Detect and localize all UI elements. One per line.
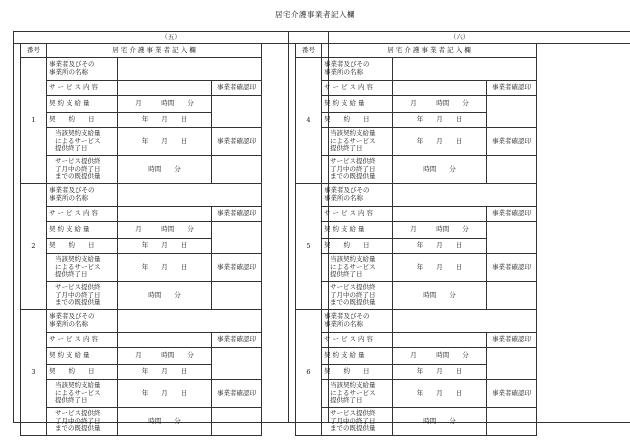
- table-row: [21, 58, 262, 81]
- label-line: 提供終了日: [330, 144, 363, 153]
- provider-name-field: [393, 184, 537, 207]
- column-header-entry: 居 宅 介 護 事 業 者 記 入 欄: [47, 44, 262, 58]
- provided-amount-label: [322, 408, 393, 436]
- label-line: 事業所の名称: [49, 68, 88, 76]
- table-row: [296, 408, 537, 436]
- header-row: [296, 44, 537, 58]
- form-panel-5: [13, 31, 329, 433]
- provider-confirm-seal-label: 事業者確認印: [487, 81, 537, 96]
- label-line: によるサービス: [330, 388, 376, 397]
- confirm-seal-area: [212, 222, 262, 254]
- table-row: [21, 156, 262, 184]
- record-number: 2: [21, 184, 47, 310]
- contract-amount-label: 契約支給量: [47, 222, 118, 239]
- label-line: によるサービス: [55, 136, 101, 145]
- contract-amount-value: 月 時間 分: [393, 96, 487, 113]
- table-row: [296, 96, 537, 113]
- provider-name-field: [118, 58, 262, 81]
- service-end-date-label: [322, 254, 393, 282]
- table-row: [296, 282, 537, 310]
- label-line: サービス提供終: [330, 282, 376, 291]
- column-header-number: 番号: [21, 44, 47, 58]
- provider-entry-table: [20, 43, 262, 436]
- contract-amount-value: 月 時間 分: [118, 96, 212, 113]
- label-line: によるサービス: [55, 262, 101, 271]
- confirm-seal-area: [487, 96, 537, 128]
- confirm-seal-area: [487, 282, 537, 310]
- contract-amount-label: 契約支給量: [47, 348, 118, 365]
- table-row: [21, 282, 262, 310]
- provided-amount-label: [47, 408, 118, 436]
- label-line: までの既提供量: [55, 424, 101, 433]
- label-line: 事業所の名称: [324, 68, 363, 76]
- service-end-date-label: [322, 128, 393, 156]
- form-panel-6: [288, 31, 630, 433]
- label-line: によるサービス: [330, 262, 376, 271]
- table-row: [21, 184, 262, 207]
- provider-entry-table: [295, 43, 537, 436]
- panel-number: （五）: [14, 32, 328, 44]
- confirm-seal-area: [212, 282, 262, 310]
- provided-amount-value: 時間 分: [118, 408, 212, 436]
- column-header-entry: 居 宅 介 護 事 業 者 記 入 欄: [322, 44, 537, 58]
- label-line: 了月中の終了日: [330, 416, 376, 425]
- label-line: 当該契約支給量: [55, 254, 101, 263]
- provider-name-field: [118, 184, 262, 207]
- contract-amount-value: 月 時間 分: [393, 348, 487, 365]
- contract-date-label: 契 約 日: [322, 239, 393, 254]
- table-row: [21, 310, 262, 333]
- provider-confirm-seal-label: 事業者確認印: [212, 81, 262, 96]
- page-title: 居宅介護事業者記入欄: [275, 10, 355, 19]
- label-line: までの既提供量: [330, 298, 376, 307]
- label-line: 提供終了日: [330, 270, 363, 279]
- provider-name-label: [322, 184, 393, 207]
- table-row: [296, 348, 537, 365]
- table-row: [296, 380, 537, 408]
- confirm-seal-area: [212, 156, 262, 184]
- label-line: 提供終了日: [330, 396, 363, 405]
- label-line: 了月中の終了日: [330, 290, 376, 299]
- confirm-seal-area: [212, 96, 262, 128]
- label-line: 事業者及びその: [324, 312, 370, 321]
- table-row: [296, 58, 537, 81]
- contract-amount-label: 契約支給量: [47, 96, 118, 113]
- contract-amount-value: 月 時間 分: [393, 222, 487, 239]
- service-end-date-label: [47, 128, 118, 156]
- service-end-date-value: 年 月 日: [393, 254, 487, 282]
- service-end-date-value: 年 月 日: [393, 128, 487, 156]
- contract-date-label: 契 約 日: [47, 113, 118, 128]
- service-end-date-value: 年 月 日: [393, 380, 487, 408]
- provider-confirm-seal-label: 事業者確認印: [487, 128, 537, 156]
- service-end-date-label: [47, 254, 118, 282]
- confirm-seal-area: [487, 408, 537, 436]
- provider-name-field: [118, 310, 262, 333]
- provider-name-label: [322, 58, 393, 81]
- contract-date-label: 契 約 日: [47, 239, 118, 254]
- label-line: によるサービス: [330, 136, 376, 145]
- column-header-number: 番号: [296, 44, 322, 58]
- label-line: サービス提供終: [55, 408, 101, 417]
- table-row: [21, 81, 262, 96]
- label-line: によるサービス: [55, 388, 101, 397]
- label-line: サービス提供終: [55, 282, 101, 291]
- provider-confirm-seal-label: 事業者確認印: [487, 254, 537, 282]
- service-content-field: [393, 207, 487, 222]
- confirm-seal-area: [487, 222, 537, 254]
- provider-name-field: [393, 58, 537, 81]
- provided-amount-value: 時間 分: [393, 282, 487, 310]
- service-end-date-value: 年 月 日: [118, 254, 212, 282]
- table-row: [21, 222, 262, 239]
- contract-amount-label: 契約支給量: [322, 348, 393, 365]
- label-line: サービス提供終: [330, 408, 376, 417]
- label-line: 事業者及びその: [324, 186, 370, 195]
- contract-amount-label: 契約支給量: [322, 222, 393, 239]
- label-line: 事業者及びその: [49, 186, 95, 195]
- confirm-seal-area: [212, 408, 262, 436]
- provider-confirm-seal-label: 事業者確認印: [212, 333, 262, 348]
- provider-name-field: [393, 310, 537, 333]
- service-end-date-value: 年 月 日: [118, 380, 212, 408]
- service-content-label: サービス内容: [322, 81, 393, 96]
- provider-name-label: [47, 184, 118, 207]
- label-line: までの既提供量: [55, 298, 101, 307]
- service-content-field: [118, 81, 212, 96]
- provider-confirm-seal-label: 事業者確認印: [212, 380, 262, 408]
- provided-amount-label: [47, 156, 118, 184]
- provider-confirm-seal-label: 事業者確認印: [487, 380, 537, 408]
- provided-amount-value: 時間 分: [118, 282, 212, 310]
- provider-name-label: [47, 310, 118, 333]
- table-row: [21, 128, 262, 156]
- table-row: [296, 207, 537, 222]
- contract-amount-label: 契約支給量: [322, 96, 393, 113]
- label-line: 提供終了日: [55, 270, 88, 279]
- label-line: 事業所の名称: [324, 194, 363, 202]
- table-row: [296, 310, 537, 333]
- table-row: [21, 333, 262, 348]
- label-line: 当該契約支給量: [330, 254, 376, 263]
- label-line: 事業所の名称: [49, 320, 88, 328]
- label-line: 当該契約支給量: [330, 128, 376, 137]
- label-line: 当該契約支給量: [55, 128, 101, 137]
- provider-confirm-seal-label: 事業者確認印: [487, 333, 537, 348]
- confirm-seal-area: [487, 348, 537, 380]
- label-line: 了月中の終了日: [55, 416, 101, 425]
- table-row: [21, 96, 262, 113]
- label-line: 了月中の終了日: [55, 290, 101, 299]
- label-line: サービス提供終: [330, 156, 376, 165]
- contract-date-label: 契 約 日: [322, 113, 393, 128]
- table-row: [21, 348, 262, 365]
- label-line: までの既提供量: [330, 172, 376, 181]
- service-content-label: サービス内容: [322, 207, 393, 222]
- table-row: [296, 81, 537, 96]
- provided-amount-value: 時間 分: [118, 156, 212, 184]
- confirm-seal-area: [487, 156, 537, 184]
- service-end-date-label: [322, 380, 393, 408]
- label-line: 当該契約支給量: [330, 380, 376, 389]
- contract-date-value: 年 月 日: [118, 365, 212, 380]
- service-content-label: サービス内容: [47, 81, 118, 96]
- label-line: までの既提供量: [55, 172, 101, 181]
- provider-confirm-seal-label: 事業者確認印: [212, 254, 262, 282]
- contract-date-label: 契 約 日: [47, 365, 118, 380]
- provider-name-label: [47, 58, 118, 81]
- record-number: 3: [21, 310, 47, 436]
- label-line: 事業所の名称: [49, 194, 88, 202]
- label-line: 提供終了日: [55, 144, 88, 153]
- table-row: [296, 128, 537, 156]
- table-row: [296, 254, 537, 282]
- table-row: [21, 380, 262, 408]
- provided-amount-label: [322, 282, 393, 310]
- label-line: までの既提供量: [330, 424, 376, 433]
- provider-name-label: [322, 310, 393, 333]
- provided-amount-value: 時間 分: [393, 408, 487, 436]
- contract-date-value: 年 月 日: [393, 365, 487, 380]
- contract-date-value: 年 月 日: [393, 113, 487, 128]
- label-line: 事業者及びその: [49, 312, 95, 321]
- panel-number: （六）: [289, 32, 630, 44]
- header-row: [21, 44, 262, 58]
- contract-date-value: 年 月 日: [393, 239, 487, 254]
- contract-date-value: 年 月 日: [118, 239, 212, 254]
- record-number: 5: [296, 184, 322, 310]
- table-row: [296, 156, 537, 184]
- table-row: [21, 408, 262, 436]
- label-line: 了月中の終了日: [330, 164, 376, 173]
- provided-amount-value: 時間 分: [393, 156, 487, 184]
- label-line: 当該契約支給量: [55, 380, 101, 389]
- provided-amount-label: [47, 282, 118, 310]
- provided-amount-label: [322, 156, 393, 184]
- table-row: [296, 184, 537, 207]
- label-line: 了月中の終了日: [55, 164, 101, 173]
- table-row: [296, 333, 537, 348]
- confirm-seal-area: [212, 348, 262, 380]
- provider-confirm-seal-label: 事業者確認印: [212, 207, 262, 222]
- table-row: [21, 207, 262, 222]
- contract-amount-value: 月 時間 分: [118, 348, 212, 365]
- contract-amount-value: 月 時間 分: [118, 222, 212, 239]
- provider-confirm-seal-label: 事業者確認印: [212, 128, 262, 156]
- record-number: 6: [296, 310, 322, 436]
- contract-date-value: 年 月 日: [118, 113, 212, 128]
- service-end-date-label: [47, 380, 118, 408]
- record-number: 4: [296, 58, 322, 184]
- label-line: サービス提供終: [55, 156, 101, 165]
- label-line: 事業所の名称: [324, 320, 363, 328]
- service-end-date-value: 年 月 日: [118, 128, 212, 156]
- record-number: 1: [21, 58, 47, 184]
- service-content-label: サービス内容: [47, 207, 118, 222]
- label-line: 事業者及びその: [324, 60, 370, 69]
- service-content-field: [118, 333, 212, 348]
- contract-date-label: 契 約 日: [322, 365, 393, 380]
- table-row: [21, 254, 262, 282]
- table-row: [296, 222, 537, 239]
- label-line: 事業者及びその: [49, 60, 95, 69]
- provider-confirm-seal-label: 事業者確認印: [487, 207, 537, 222]
- service-content-label: サービス内容: [47, 333, 118, 348]
- service-content-field: [118, 207, 212, 222]
- service-content-field: [393, 333, 487, 348]
- label-line: 提供終了日: [55, 396, 88, 405]
- service-content-field: [393, 81, 487, 96]
- service-content-label: サービス内容: [322, 333, 393, 348]
